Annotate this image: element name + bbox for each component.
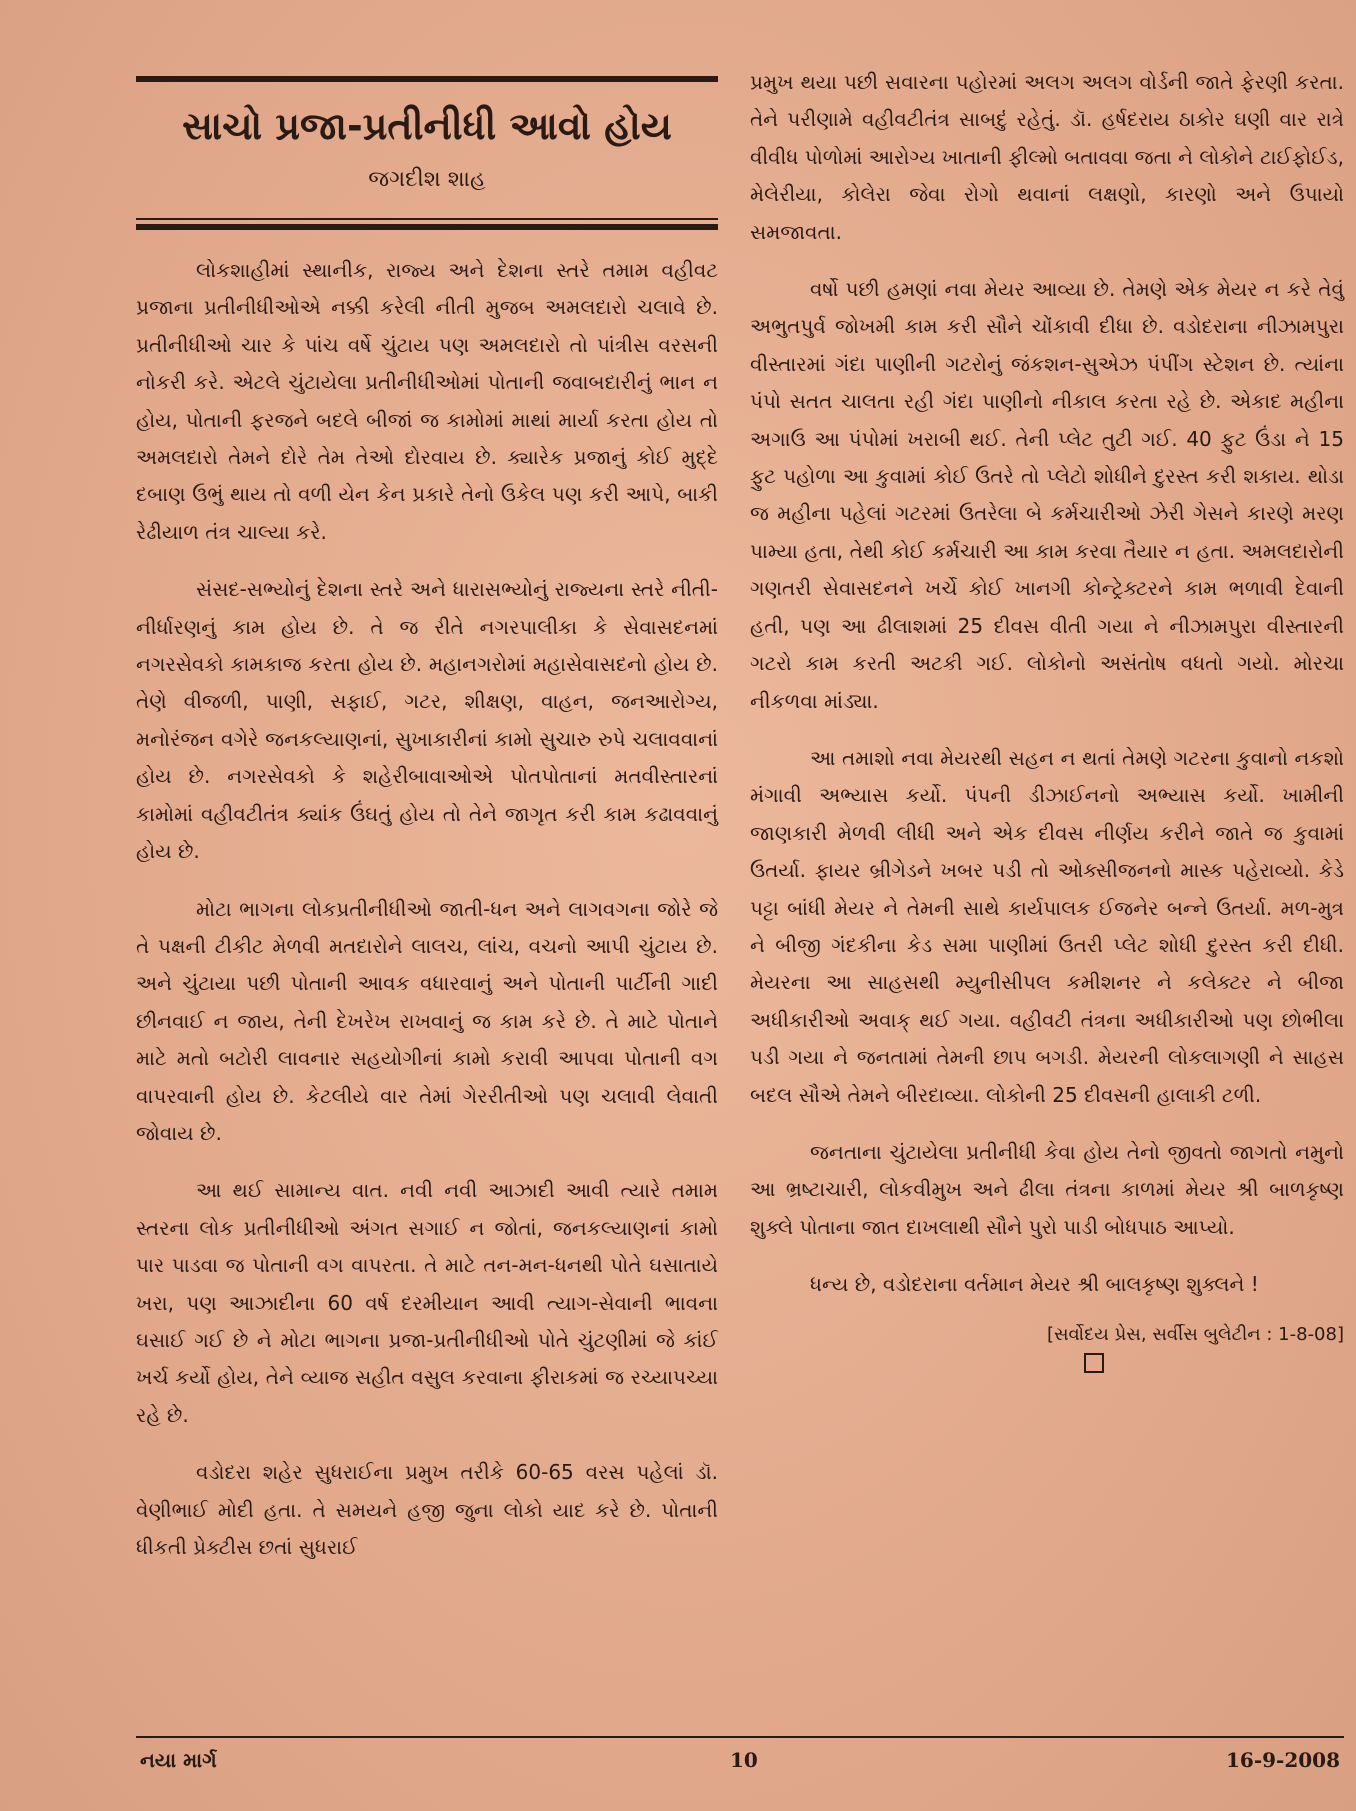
- header-bottom-rules: [136, 218, 718, 230]
- left-paragraph-3: મોટા ભાગના લોકપ્રતીનીધીઓ જાતી-ધન અને લાગવગના જોરે જે તે પક્ષની ટીકીટ મેળવી મતદારોને લાલચ, લાંચ, વચનો આપી ચુંટાય છે. અને ચુંટાયા પછી પોતાની આવક વધારવાનું અને પોતાની પાર્ટીની ગાદી છીનવાઈ ન જાય, તેની દેખરેખ રાખવાનું જ કામ કરે છે. તે માટે પોતાને માટે મતો બટોરી લાવનાર સહયોગીનાં કામો કરાવી આપવા પોતાની વગ વાપરવાની હોય છે. કેટલીયે વાર તેમાં ગેરરીતીઓ પણ ચલાવી લેવાતી જોવાય છે.: [136, 896, 718, 1145]
- right-paragraph-5: ધન્ય છે, વડોદરાના વર્તમાન મેયર શ્રી બાલકૃષ્ણ શુક્લને !: [810, 1272, 1259, 1297]
- left-paragraph-4: આ થઈ સામાન્ય વાત. નવી નવી આઝાદી આવી ત્યારે તમામ સ્તરના લોક પ્રતીનીધીઓ અંગત સગાઈ ન જોતાં, જનકલ્યાણનાં કામો પાર પાડવા જ પોતાની વગ વાપરતા. તે માટે તન-મન-ધનથી પોતે ઘસાતાયે ખરા, પણ આઝાદીના 60 વર્ષ દરમીયાન આવી ત્યાગ-સેવાની ભાવના ઘસાઈ ગઈ છે ને મોટા ભાગના પ્રજા-પ્રતીનીધીઓ પોતે ચુંટણીમાં જે કાંઈ ખર્ચ કર્યો હોય, તેને વ્યાજ સહીત વસુલ કરવાના ફીરાકમાં જ રચ્યાપચ્યા રહે છે.: [136, 1178, 718, 1427]
- issue-date: 16-9-2008: [1225, 1748, 1340, 1772]
- end-of-article-square-icon: [1084, 1353, 1104, 1373]
- right-paragraph-4: જનતાના ચુંટાયેલા પ્રતીનીધી કેવા હોય તેનો જીવતો જાગતો નમુનો આ ભ્રષ્ટાચારી, લોકવીમુખ અને ઢીલા તંત્રના કાળમાં મેયર શ્રી બાળકૃષ્ણ શુક્લે પોતાના જાત દાખલાથી સૌને પુરો પાડી બોધપાઠ આપ્યો.: [750, 1139, 1344, 1239]
- page-number: 10: [730, 1748, 758, 1772]
- right-paragraph-2: વર્ષો પછી હમણાં નવા મેયર આવ્યા છે. તેમણે એક મેયર ન કરે તેવું અભુતપુર્વ જોખમી કામ કરી સૌને ચોંકાવી દીધા છે. વડોદરાના નીઝામપુરા વીસ્તારમાં ગંદા પાણીની ગટરોનું જંકશન-સુએઝ પંપીંગ સ્ટેશન છે. ત્યાંના પંપો સતત ચાલતા રહી ગંદા પાણીનો નીકાલ કરતા રહે છે. એકાદ મહીના અગાઉ આ પંપોમાં ખરાબી થઈ. તેની પ્લેટ તુટી ગઈ. 40 ફુટ ઉંડા ને 15 ફુટ પહોળા આ કુવામાં કોઈ ઉતરે તો પ્લેટો શોધીને દુરસ્ત કરી શકાય. થોડા જ મહીના પહેલાં ગટરમાં ઉતરેલા બે કર્મચારીઓ ઝેરી ગેસને કારણે મરણ પામ્યા હતા, તેથી કોઈ કર્મચારી આ કામ કરવા તૈયાર ન હતા. અમલદારોની ગણતરી સેવાસદનને ખર્ચે કોઈ ખાનગી કોન્ટ્રેક્ટરને કામ ભળાવી દેવાની હતી, પણ આ ઢીલાશમાં 25 દીવસ વીતી ગયા ને નીઝામપુરા વીસ્તારની ગટરો કામ કરતી અટકી ગઈ. લોકોનો અસંતોષ વધતો ગયો. મોરચા નીકળવા માંડ્યા.: [750, 277, 1344, 713]
- left-paragraph-5: વડોદરા શહેર સુધરાઈના પ્રમુખ તરીકે 60-65 વરસ પહેલાં ડૉ. વેણીભાઈ મોદી હતા. તે સમયને હજી જુના લોકો યાદ કરે છે. પોતાની ધીકતી પ્રેક્ટીસ છતાં સુધરાઈ: [136, 1460, 718, 1559]
- left-paragraph-1: લોકશાહીમાં સ્થાનીક, રાજ્ય અને દેશના સ્તરે તમામ વહીવટ પ્રજાના પ્રતીનીધીઓએ નક્કી કરેલી નીતી મુજબ અમલદારો ચલાવે છે. પ્રતીનીધીઓ ચાર કે પાંચ વર્ષે ચુંટાય પણ અમલદારો તો પાંત્રીસ વરસની નોકરી કરે. એટલે ચુંટાયેલા પ્રતીનીધીઓમાં પોતાની જવાબદારીનું ભાન ન હોય, પોતાની ફરજને બદલે બીજાં જ કામોમાં માથાં માર્યા કરતા હોય તો અમલદારો તેમને દોરે તેમ તેઓ દોરવાય છે. ક્યારેક પ્રજાનું કોઈ મુદ્દે દબાણ ઉભું થાય તો વળી યેન કેન પ્રકારે તેનો ઉકેલ પણ કરી આપે, બાકી રેઢીયાળ તંત્ર ચાલ્યા કરે.: [136, 258, 718, 544]
- page-footer: [140, 1748, 1340, 1778]
- publication-name: નયા માર્ગ: [140, 1748, 217, 1772]
- right-paragraph-3: આ તમાશો નવા મેયરથી સહન ન થતાં તેમણે ગટરના કુવાનો નકશો મંગાવી અભ્યાસ કર્યો. પંપની ડીઝાઈનનો અભ્યાસ કર્યો. ખામીની જાણકારી મેળવી લીધી અને એક દીવસ નીર્ણય કરીને જાતે જ કુવામાં ઉતર્યા. ફાયર બ્રીગેડને ખબર પડી તો ઓક્સીજનનો માસ્ક પહેરાવ્યો. કેડે પટ્ટા બાંધી મેયર ને તેમની સાથે કાર્યપાલક ઈજનેર બન્ને ઉતર્યા. મળ-મુત્ર ને બીજી ગંદકીના કેડ સમા પાણીમાં ઉતરી પ્લેટ શોધી દુરસ્ત કરી દીધી. મેયરના આ સાહસથી મ્યુનીસીપલ કમીશનર ને કલેક્ટર ને બીજા અધીકારીઓ અવાક્ થઈ ગયા. વહીવટી તંત્રના અધીકારીઓ પણ છોભીલા પડી ગયા ને જનતામાં તેમની છાપ બગડી. મેયરની લોકલાગણી ને સાહસ બદલ સૌએ તેમને બીરદાવ્યા. લોકોની 25 દીવસની હાલાકી ટળી.: [750, 745, 1344, 1107]
- left-paragraph-2: સંસદ-સભ્યોનું દેશના સ્તરે અને ધારાસભ્યોનું રાજ્યના સ્તરે નીતી-નીર્ધારણનું કામ હોય છે. તે જ રીતે નગરપાલીકા કે સેવાસદનમાં નગરસેવકો કામકાજ કરતા હોય છે. મહાનગરોમાં મહાસેવાસદનો હોય છે. તેણે વીજળી, પાણી, સફાઈ, ગટર, શીક્ષણ, વાહન, જનઆરોગ્ય, મનોરંજન વગેરે જનકલ્યાણનાં, સુખાકારીનાં કામો સુચારુ રુપે ચલાવવાનાં હોય છે. નગરસેવકો કે શહેરીબાવાઓએ પોતપોતાનાં મતવીસ્તારનાં કામોમાં વહીવટીતંત્ર ક્યાંક ઉંઘતું હોય તો તેને જાગૃત કરી કામ કઢાવવાનું હોય છે.: [136, 577, 718, 864]
- right-column: [750, 64, 1344, 1373]
- right-paragraph-1: પ્રમુખ થયા પછી સવારના પહોરમાં અલગ અલગ વોર્ડની જાતે ફેરણી કરતા. તેને પરીણામે વહીવટીતંત્ર સાબદું રહેતું. ડૉ. હર્ષદરાય ઠાકોર ઘણી વાર રાત્રે વીવીધ પોળોમાં આરોગ્ય ખાતાની ફીલ્મો બતાવવા જતા ને લોકોને ટાઈફોઈડ, મેલેરીયા, કોલેરા જેવા રોગો થવાનાં લક્ષણો, કારણો અને ઉપાયો સમજાવતા.: [750, 70, 1344, 244]
- left-column: [136, 76, 718, 1586]
- article-author: જગદીશ શાહ: [368, 167, 486, 192]
- source-citation: [સર્વોદય પ્રેસ, સર્વીસ બુલેટીન : 1-8-08]: [1046, 1323, 1344, 1345]
- footer-rule: [136, 1736, 1344, 1738]
- article-headline: સાચો પ્રજા-પ્રતીનીધી આવો હોય: [182, 104, 672, 148]
- top-rule: [136, 76, 718, 82]
